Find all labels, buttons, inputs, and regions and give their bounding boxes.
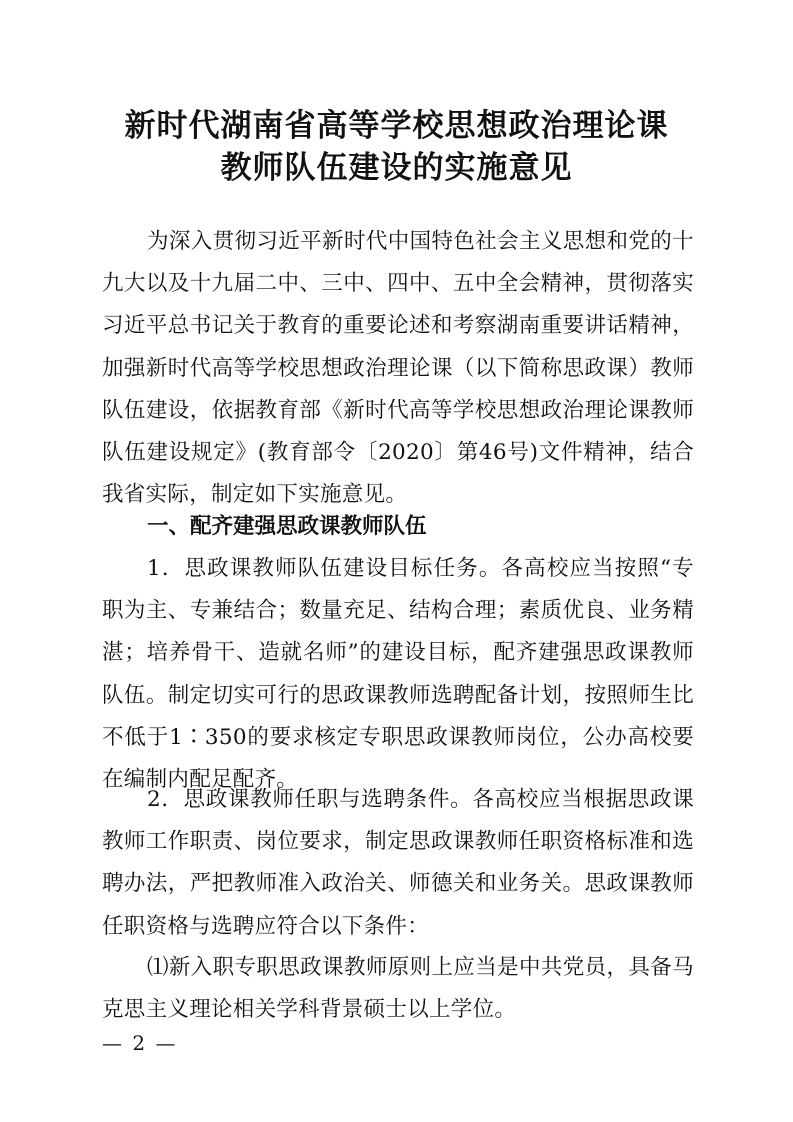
item-1-paragraph: 1．思政课教师队伍建设目标任务。各高校应当按照“专职为主、专兼结合；数量充足、结构合理；素质优良、业务精湛；培养骨干、造就名师”的建设目标，配齐建强思政课教师队伍。制定切实可行的思政课教师选聘配备计划，按照师生比不低于1∶350的要求核定专职思政课教师岗位，公办高校要在编制内配足配齐。 [102, 556, 694, 793]
document-title-line-1: 新时代湖南省高等学校思想政治理论课 [124, 108, 669, 144]
item-2-paragraph: 2．思政课教师任职与选聘条件。各高校应当根据思政课教师工作职责、岗位要求，制定思政课教师任职资格标准和选聘办法，严把教师准入政治关、师德关和业务关。思政课教师任职资格与选聘应符合以下条件： [102, 787, 694, 939]
intro-paragraph: 为深入贯彻习近平新时代中国特色社会主义思想和党的十九大以及十九届二中、三中、四中、五中全会精神，贯彻落实习近平总书记关于教育的重要论述和考察湖南重要讲话精神，加强新时代高等学校思想政治理论课（以下简称思政课）教师队伍建设，依据教育部《新时代高等学校思想政治理论课教师队伍建设规定》(教育部令〔2020〕第46号)文件精神，结合我省实际，制定如下实施意见。 [102, 229, 694, 508]
page-number: — 2 — [102, 1031, 178, 1055]
document-title-line-2: 教师队伍建设的实施意见 [220, 150, 573, 186]
item-2-sub-1-paragraph: ⑴新入职专职思政课教师原则上应当是中共党员，具备马克思主义理论相关学科背景硕士以上学位。 [102, 955, 694, 1023]
section-1-heading: 一、配齐建强思政课教师队伍 [147, 514, 427, 539]
